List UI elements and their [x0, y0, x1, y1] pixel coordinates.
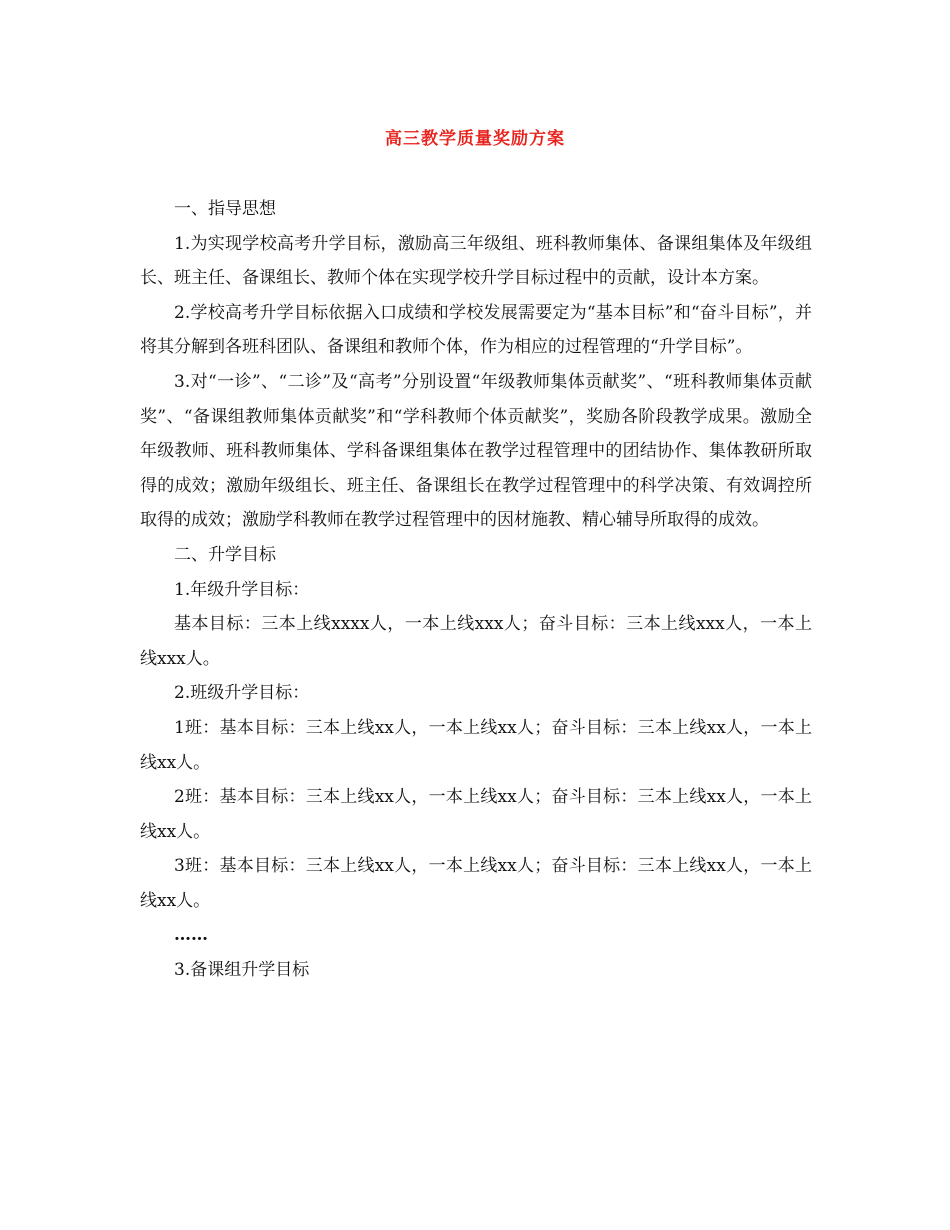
- paragraph-class-2: 2班：基本目标：三本上线xx人，一本上线xx人；奋斗目标：三本上线xx人，一本上线xx人。: [140, 787, 812, 842]
- paragraph-item-2: 2.学校高考升学目标依据入口成绩和学校发展需要定为“基本目标”和“奋斗目标”，并将其分解到各班科团队、备课组和教师个体，作为相应的过程管理的“升学目标”。: [140, 302, 812, 358]
- paragraph-class-3: 3班：基本目标：三本上线xx人，一本上线xx人；奋斗目标：三本上线xx人，一本上线xx人。: [140, 856, 812, 911]
- section-heading-guiding-ideology: 一、指导思想: [174, 199, 276, 219]
- section-heading-targets: 二、升学目标: [174, 544, 276, 565]
- subheading-prep-group-target: 3.备课组升学目标: [174, 960, 310, 981]
- document-title: 高三教学质量奖励方案: [385, 129, 565, 149]
- subheading-grade-target: 1.年级升学目标：: [174, 579, 310, 600]
- paragraph-item-1: 1.为实现学校高考升学目标，激励高三年级组、班科教师集体、备课组集体及年级组长、班主任、备课组长、教师个体在实现学校升学目标过程中的贡献，设计本方案。: [140, 233, 812, 289]
- paragraph-grade-target: 基本目标：三本上线xxxx人，一本上线xxx人；奋斗目标：三本上线xxx人，一本上线xxx人。: [140, 614, 812, 669]
- subheading-class-target: 2.班级升学目标：: [174, 683, 310, 704]
- ellipsis-line: ……: [174, 925, 208, 946]
- paragraph-class-1: 1班：基本目标：三本上线xx人，一本上线xx人；奋斗目标：三本上线xx人，一本上线xx人。: [140, 717, 812, 773]
- document-body: [140, 192, 812, 988]
- paragraph-item-3: 3.对“一诊”、“二诊”及“高考”分别设置“年级教师集体贡献奖”、“班科教师集体贡献奖”、“备课组教师集体贡献奖”和“学科教师个体贡献奖”，奖励各阶段教学成果。激励全年级教师、班科教师集体、学科备课组集体在教学过程管理中的团结协作、集体教研所取得的成效；激励年级组长、班主任、备课组长在教学过程管理中的科学决策、有效调控所取得的成效；激励学科教师在教学过程管理中的因材施教、精心辅导所取得的成效。: [140, 371, 812, 531]
